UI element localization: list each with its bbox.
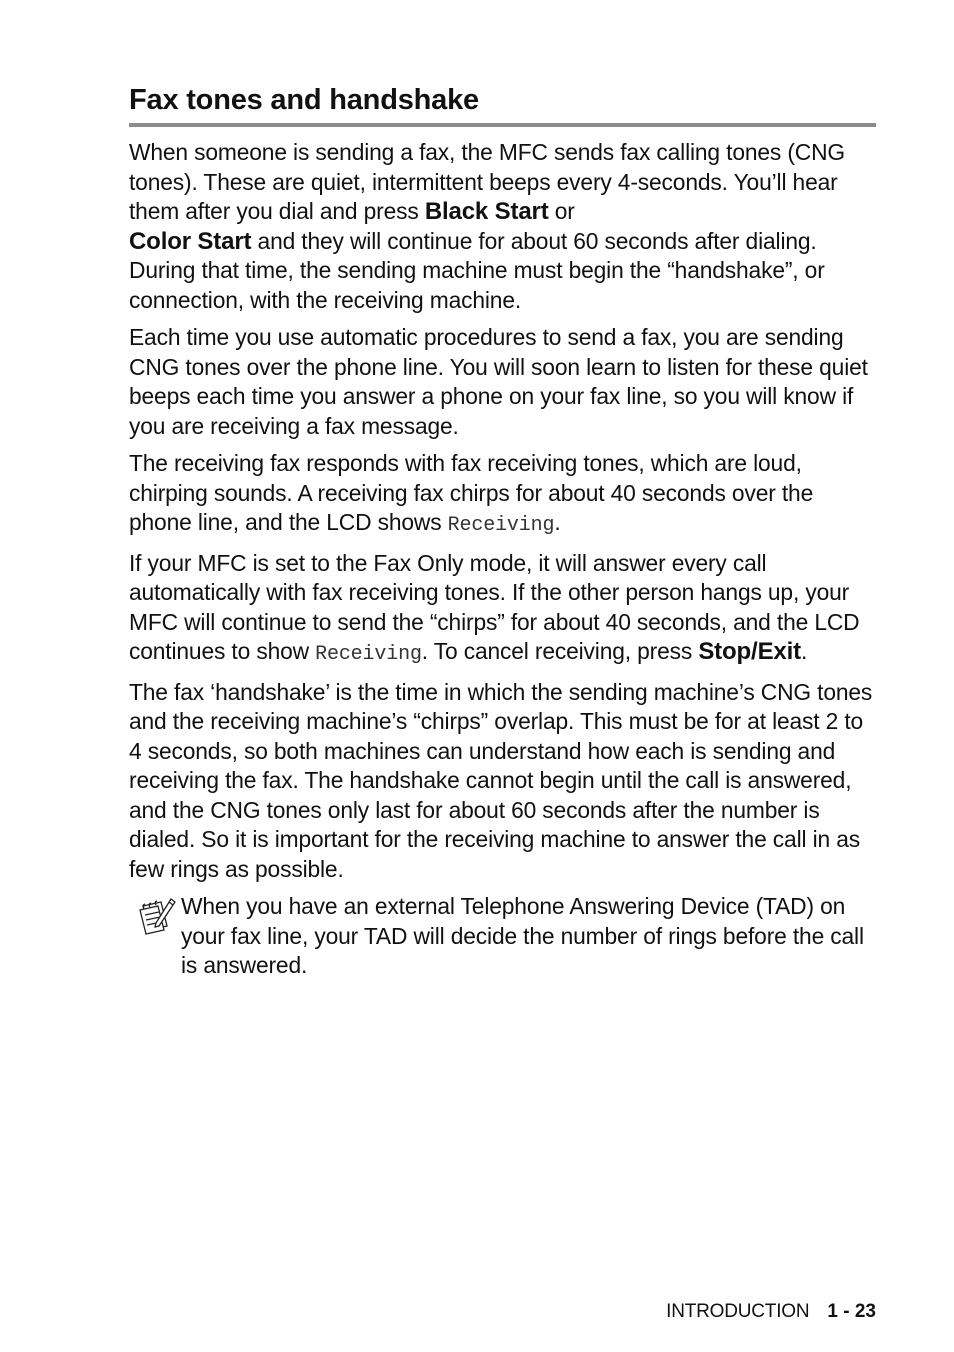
paragraph-handshake: The fax ‘handshake’ is the time in which the sending machine’s CNG tones and the receiving machine’s “chirps” overlap. This must be for at least 2 to 4 seconds, so both machines can understand how each is sending and receiving the fax. The handshake cannot begin until the call is answered, and the CNG tones only last for about 60 seconds after the number is dialed. So it is important for the receiving machine to answer the call in as few rings as possible.: [129, 678, 873, 882]
text-span: .: [800, 638, 808, 664]
color-start-key: Color Start: [129, 227, 252, 255]
body-text: [129, 138, 877, 981]
black-start-key: Black Start: [424, 198, 549, 225]
title-underline: [129, 123, 876, 127]
note-box: [129, 892, 877, 981]
text-span: The receiving fax responds with fax receiving tones, which are loud, chirping sounds. A receiving fax chirps for about 40 seconds over the phone line, and the LCD shows: [129, 450, 814, 535]
lcd-message: Receiving: [447, 514, 555, 537]
note-pencil-icon: [135, 896, 177, 940]
page-title: Fax tones and handshake: [129, 84, 479, 116]
text-span: or: [548, 198, 575, 224]
text-span: If your MFC is set to the Fax Only mode, it will answer every call automatically with fax receiving tones. If the other person hangs up, your MFC will continue to send the “chirps” for about 40 seconds, and the LCD continues to show: [129, 549, 860, 664]
text-span: When someone is sending a fax, the MFC sends fax calling tones (CNG tones). These are quiet, intermittent beeps every 4-seconds. You’ll hear them after you dial and press: [129, 139, 845, 224]
text-span: and they will continue for about 60 seconds after dialing. During that time, the sending machine must begin the “handshake”, or connection, with the receiving machine.: [129, 227, 825, 313]
paragraph-automatic-procedures: Each time you use automatic procedures to send a fax, you are sending CNG tones over the phone line. You will soon learn to listen for these quiet beeps each time you answer a phone on your fax line, so you will know if you are receiving a fax message.: [129, 324, 868, 439]
paragraph-receiving-tones: [129, 449, 877, 541]
lcd-message: Receiving: [315, 643, 422, 666]
paragraph-fax-only-mode: [129, 549, 877, 670]
stop-exit-key: Stop/Exit: [698, 638, 801, 665]
paragraph-cng-tones: [129, 138, 877, 315]
page-footer: [666, 1300, 876, 1324]
text-span: . To cancel receiving, press: [421, 638, 699, 664]
text-span: .: [554, 509, 561, 535]
footer-section-label: INTRODUCTION: [666, 1301, 810, 1322]
note-text: When you have an external Telephone Answering Device (TAD) on your fax line, your TAD will decide the number of rings before the call is answered.: [181, 893, 864, 978]
footer-page-number: 1 - 23: [827, 1301, 876, 1322]
